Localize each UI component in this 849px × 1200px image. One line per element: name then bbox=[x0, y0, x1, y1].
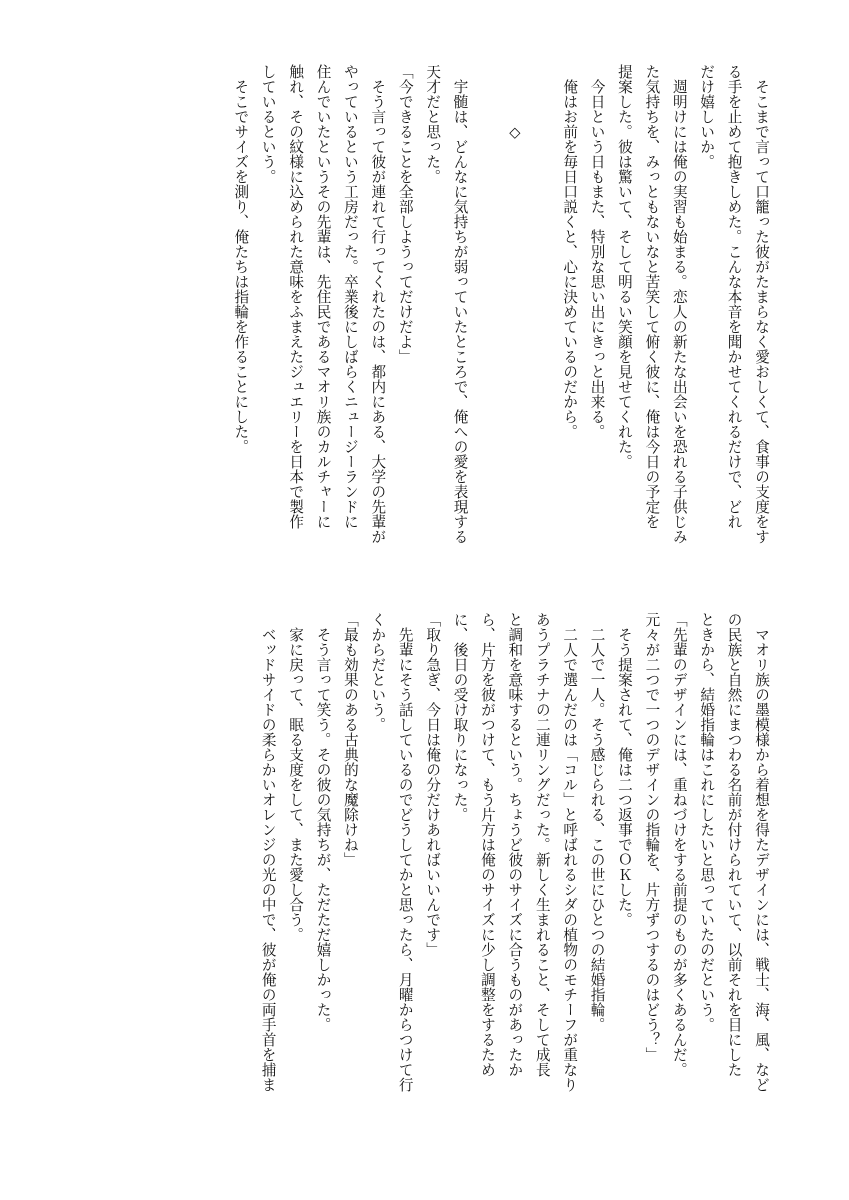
lower-text-line: 二人で一人。そう感じられる、この世にひとつの結婚指輪。 bbox=[588, 612, 606, 1032]
lower-text-line: ベッドサイドの柔らかいオレンジの光の中で、彼が俺の両手首を捕ま bbox=[259, 612, 277, 1092]
lower-text-line: 二人で選んだのは「コル」と呼ばれるシダの植物のモチーフが重なり bbox=[561, 612, 579, 1092]
upper-text-line: 俺はお前を毎日口説くと、心に決めているのだから。 bbox=[561, 64, 579, 439]
upper-text-block bbox=[95, 64, 775, 584]
upper-text-line: 触れ、その紋様に込められた意味をふまえたジュエリーを日本で製作 bbox=[287, 64, 305, 529]
upper-text-line: そこでサイズを測り、俺たちは指輪を作ることにした。 bbox=[232, 64, 250, 454]
upper-text-line: そう言って彼が連れて行ってくれたのは、都内にある、大学の先輩が bbox=[369, 64, 387, 544]
lower-text-line: 先輩にそう話しているのでどうしてかと思ったら、月曜からつけて行 bbox=[396, 612, 414, 1092]
upper-text-line: 提案した。彼は驚いて、そして明るい笑顔を見せてくれた。 bbox=[615, 64, 633, 469]
lower-text-line: マオリ族の墨模様から着想を得たデザインには、戦士、海、風、など bbox=[753, 612, 770, 1092]
upper-text-line: る手を止めて抱きしめた。こんな本音を聞かせてくれるだけで、どれ bbox=[725, 64, 743, 529]
upper-text-line: 住んでいたというその先輩は、先住民であるマオリ族のカルチャーに bbox=[314, 64, 332, 529]
upper-text-line: 天才だと思った。 bbox=[424, 64, 442, 184]
upper-text-line: しているという。 bbox=[259, 64, 277, 184]
lower-text-line: の民族と自然にまつわる名前が付けられていて、以前それを目にした bbox=[725, 612, 743, 1077]
lower-text-line: と調和を意味するという。ちょうど彼のサイズに合うものがあったか bbox=[506, 612, 524, 1077]
lower-text-line: 「取り急ぎ、今日は俺の分だけあればいいんです」 bbox=[424, 612, 442, 957]
lower-text-line: に、後日の受け取りになった。 bbox=[451, 612, 469, 822]
upper-text-line: やっているという工房だった。卒業後にしばらくニュージーランドに bbox=[341, 64, 359, 529]
upper-text-line: そこまで言って口籠った彼がたまらなく愛おしくて、食事の支度をす bbox=[753, 64, 770, 544]
lower-text-line: 家に戻って、眠る支度をして、また愛し合う。 bbox=[287, 612, 305, 942]
lower-text-line: ら、片方を彼がつけて、もう片方は俺のサイズに少し調整をするため bbox=[478, 612, 496, 1077]
lower-text-line: 「先輩のデザインには、重ねづけをする前提のものが多くあるんだ。 bbox=[670, 612, 688, 1077]
lower-text-block bbox=[95, 612, 775, 1132]
upper-text-line bbox=[474, 64, 501, 584]
lower-text-line: くからだという。 bbox=[369, 612, 387, 732]
upper-text-line bbox=[528, 64, 555, 584]
upper-text-line: 「今できることを全部しようってだけだよ」 bbox=[396, 64, 414, 364]
lower-text-line: そう言って笑う。その彼の気持ちが、ただただ嬉しかった。 bbox=[314, 612, 332, 1032]
upper-text-line: 今日という日もまた、特別な思い出にきっと出来る。 bbox=[588, 64, 606, 439]
upper-text-line: 宇髄は、どんなに気持ちが弱っていたところで、俺への愛を表現する bbox=[451, 64, 469, 544]
upper-text-line: だけ嬉しいか。 bbox=[698, 64, 716, 169]
upper-text-line: 週明けには俺の実習も始まる。恋人の新たな出会いを恐れる子供じみ bbox=[670, 64, 688, 544]
upper-text-line: た気持ちを、みっともないなと苦笑して俯く彼に、俺は今日の予定を bbox=[643, 64, 661, 529]
lower-text-line: そう提案されて、俺は二つ返事でＯＫした。 bbox=[615, 612, 633, 927]
lower-text-line: 元々が二つで一つのデザインの指輪を、片方ずつするのはどう？」 bbox=[643, 612, 661, 1062]
lower-text-line: あうプラチナの二連リングだった。新しく生まれること、そして成長 bbox=[533, 612, 551, 1077]
lower-text-line: ときから、結婚指輪はこれにしたいと思っていたのだという。 bbox=[698, 612, 716, 1032]
lower-text-line: 「最も効果のある古典的な魔除けね」 bbox=[341, 612, 359, 867]
upper-text-line: ◇ bbox=[506, 64, 524, 142]
